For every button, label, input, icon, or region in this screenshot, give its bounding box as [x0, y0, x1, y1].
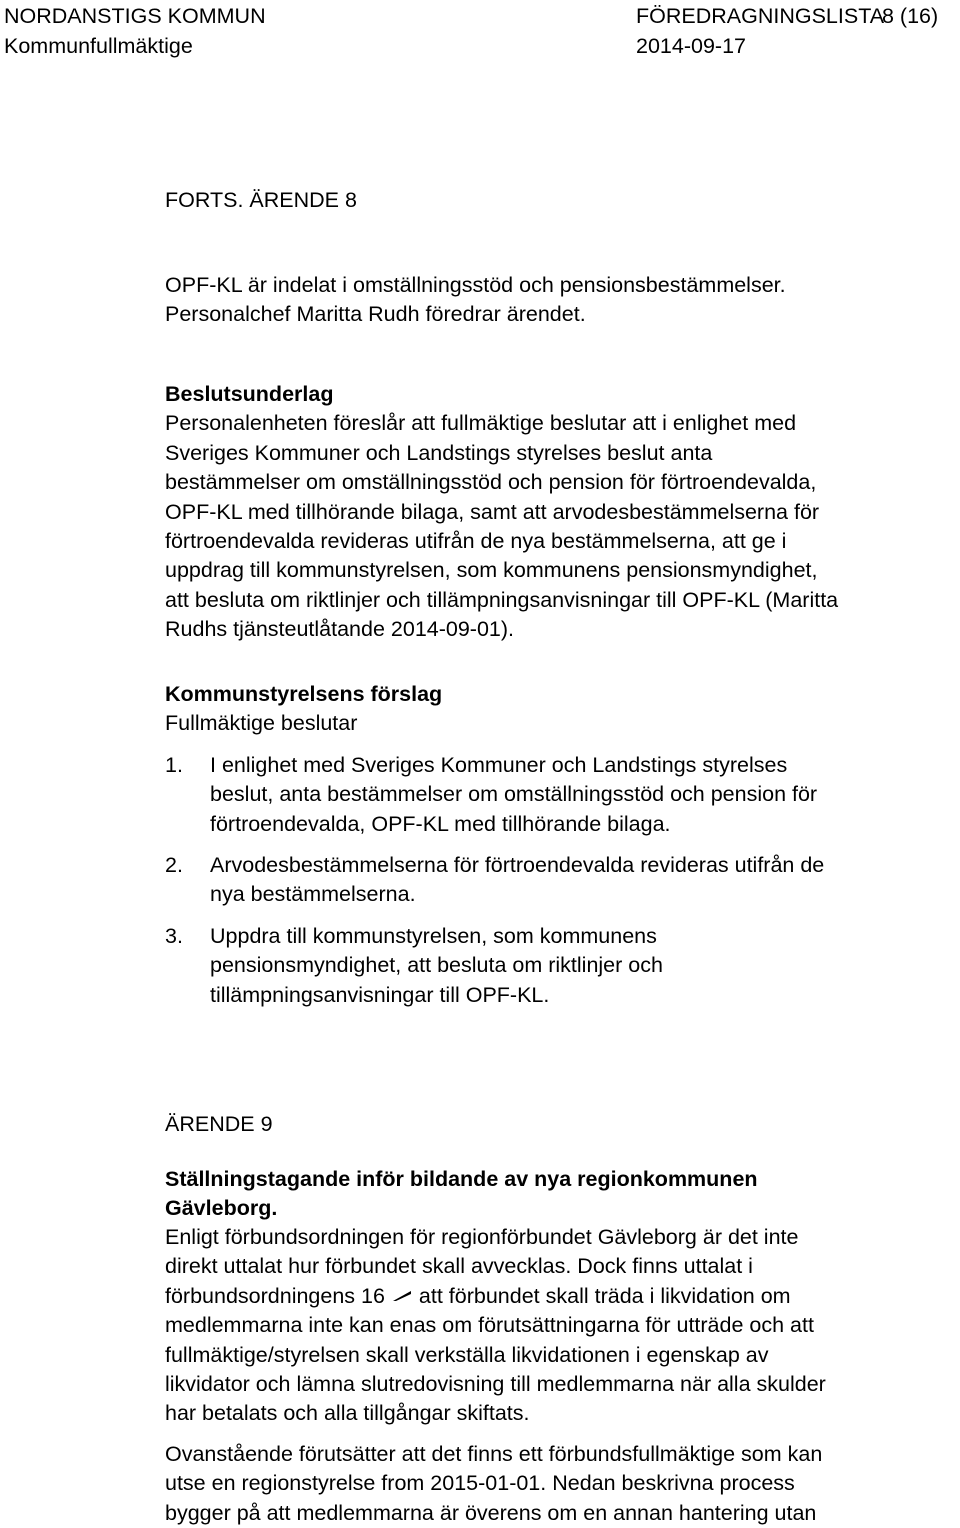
section-marker-icon [391, 1289, 413, 1303]
header-body: Kommunfullmäktige [4, 34, 193, 58]
item-number: 3. [165, 924, 183, 948]
intro-paragraph [165, 271, 786, 330]
text-line: Personalenheten föreslår att fullmäktige beslutar att i enlighet med [165, 411, 797, 436]
header-org: NORDANSTIGS KOMMUN [4, 4, 266, 28]
text-line: Ovanstående förutsätter att det finns ett förbundsfullmäktige som kan [165, 1442, 823, 1466]
text-line: nya bestämmelserna. [210, 882, 416, 907]
arende9-heading: ÄRENDE 9 [165, 1112, 273, 1136]
item-number: 1. [165, 753, 183, 777]
text-line: uppdrag till kommunstyrelsen, som kommunens pensionsmyndighet, [165, 558, 818, 583]
text-line: utse en regionstyrelse from 2015-01-01. Nedan beskrivna process [165, 1471, 795, 1496]
arende9-paragraph-1 [165, 1223, 826, 1429]
forslag-subheading: Fullmäktige beslutar [165, 711, 358, 736]
text-line-with-section-mark: förbundsordningens 16 att förbundet skall träda i likvidation om [165, 1283, 791, 1308]
title-line: Ställningstagande inför bildande av nya regionkommunen [165, 1167, 758, 1191]
text-line: Enligt förbundsordningen för regionförbundet Gävleborg är det inte [165, 1225, 799, 1249]
text-line: förtroendevalda, OPF-KL med tillhörande bilaga. [210, 811, 671, 836]
beslutsunderlag-heading: Beslutsunderlag [165, 382, 334, 406]
text-line: OPF-KL med tillhörande bilaga, samt att arvodesbestämmelserna för [165, 499, 820, 524]
text-line: I enlighet med Sveriges Kommuner och Landstings styrelses [210, 753, 788, 777]
item-number: 2. [165, 853, 183, 877]
text-line: bygger på att medlemmarna är överens om en annan hantering utan [165, 1500, 817, 1525]
text-line: förtroendevalda revideras utifrån de nya bestämmelserna, att ge i [165, 528, 787, 553]
text-line: Sveriges Kommuner och Landstings styrelses beslut anta [165, 440, 713, 465]
text-line: beslut, anta bestämmelser om omställningsstöd och pension för [210, 782, 818, 807]
header-doc-type: FÖREDRAGNINGSLISTA [636, 4, 885, 28]
forts-heading: FORTS. ÄRENDE 8 [165, 188, 357, 212]
text-line: att besluta om riktlinjer och tillämpningsanvisningar till OPF-KL (Maritta [165, 587, 839, 612]
text-line: medlemmarna inte kan enas om förutsättningarna för utträde och att [165, 1313, 814, 1338]
title-line: Gävleborg. [165, 1196, 278, 1221]
arende9-title [165, 1165, 758, 1224]
text-line: har betalats och alla tillgångar skiftats. [165, 1401, 530, 1426]
intro-line: OPF-KL är indelat i omställningsstöd och pensionsbestämmelser. [165, 273, 786, 297]
text-line: bestämmelser om omställningsstöd och pension för förtroendevalda, [165, 470, 817, 495]
text-line: Rudhs tjänsteutlåtande 2014-09-01). [165, 617, 515, 642]
forslag-heading: Kommunstyrelsens förslag [165, 682, 443, 706]
header-date: 2014-09-17 [636, 34, 746, 58]
text-line: Arvodesbestämmelserna för förtroendevalda revideras utifrån de [210, 853, 825, 877]
text-line: tillämpningsanvisningar till OPF-KL. [210, 982, 550, 1007]
intro-line: Personalchef Maritta Rudh föredrar ärendet. [165, 302, 586, 327]
text-line: direkt uttalat hur förbundet skall avvecklas. Dock finns uttalat i [165, 1254, 753, 1279]
forslag-section [165, 680, 442, 739]
text-line: likvidator och lämna slutredovisning till medlemmarna när alla skulder [165, 1371, 826, 1396]
text-line: fullmäktige/styrelsen skall verkställa likvidationen i egenskap av [165, 1342, 769, 1367]
beslutsunderlag-section [165, 380, 838, 645]
text-line: pensionsmyndighet, att besluta om riktlinjer och [210, 953, 663, 978]
header-page-number: 8 (16) [882, 4, 939, 28]
arende9-paragraph-2 [165, 1440, 822, 1528]
page-header [4, 4, 956, 60]
text-line: Uppdra till kommunstyrelsen, som kommunens [210, 924, 657, 948]
